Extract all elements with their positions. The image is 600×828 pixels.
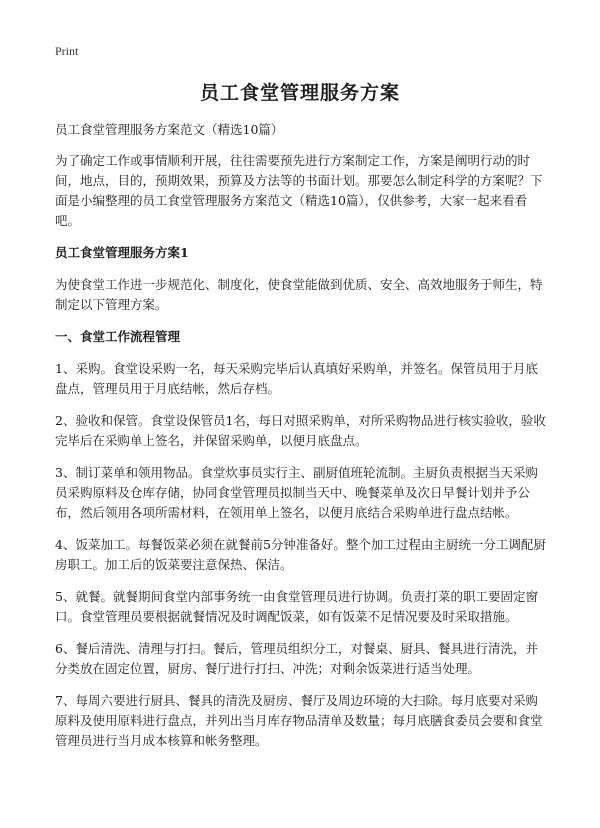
section-title: 员工食堂管理服务方案1 xyxy=(55,245,189,260)
process-heading: 一、食堂工作流程管理 xyxy=(55,329,181,344)
list-item: 2、验收和保管。食堂设保管员1名，每日对照采购单，对所采购物品进行核实验收，验收完毕后在采购单上签名，并保留采购单，以便月底盘点。 xyxy=(55,413,546,448)
document-subtitle: 员工食堂管理服务方案范文（精选10篇） xyxy=(55,122,284,137)
list-item: 3、制订菜单和领用物品。食堂炊事员实行主、副厨值班轮流制。主厨负责根据当天采购员采购原料及仓库存储，协同食堂管理员拟制当天中、晚餐菜单及次日早餐计划并予公布，然后领用各项所需材料，在领用单上签名，以便月底结合采购单进行盘点结帐。 xyxy=(55,465,538,520)
print-label: Print xyxy=(55,44,79,58)
list-item: 7、每周六要进行厨具、餐具的清洗及厨房、餐厅及周边环境的大扫除。每月底要对采购原料及使用原料进行盘点，并列出当月库存物品清单及数量；每月底膳食委员会要和食堂管理员进行当月成本核算和帐务整理。 xyxy=(55,693,543,748)
list-item: 5、就餐。就餐期间食堂内部事务统一由食堂管理员进行协调。负责打菜的职工要固定窗口。食堂管理员要根据就餐情况及时调配饭菜，如有饭菜不足情况要及时采取措施。 xyxy=(55,589,538,624)
document-title: 员工食堂管理服务方案 xyxy=(199,82,400,104)
document-body xyxy=(55,120,550,763)
section-intro-paragraph: 为使食堂工作进一步规范化、制度化，使食堂能做到优质、安全、高效地服务于师生，特制定以下管理方案。 xyxy=(55,277,543,312)
list-item: 1、采购。食堂设采购一名，每天采购完毕后认真填好采购单，并签名。保管员用于月底盘点，管理员用于月底结帐，然后存档。 xyxy=(55,361,538,396)
list-item: 6、餐后清洗、清理与打扫。餐后，管理员组织分工，对餐桌、厨具、餐具进行清洗，并分类放在固定位置，厨房、餐厅进行打扫、冲洗；对剩余饭菜进行适当处理。 xyxy=(55,641,538,676)
intro-paragraph: 为了确定工作或事情顺利开展，往往需要预先进行方案制定工作，方案是阐明行动的时间，地点，目的，预期效果，预算及方法等的书面计划。那要怎么制定科学的方案呢？下面是小编整理的员工食堂管理服务方案范文（精选10篇），仅供参考，大家一起来看看吧。 xyxy=(55,153,543,228)
list-item: 4、饭菜加工。每餐饭菜必须在就餐前5分钟准备好。整个加工过程由主厨统一分工调配厨房职工。加工后的饭菜要注意保热、保洁。 xyxy=(55,537,546,572)
